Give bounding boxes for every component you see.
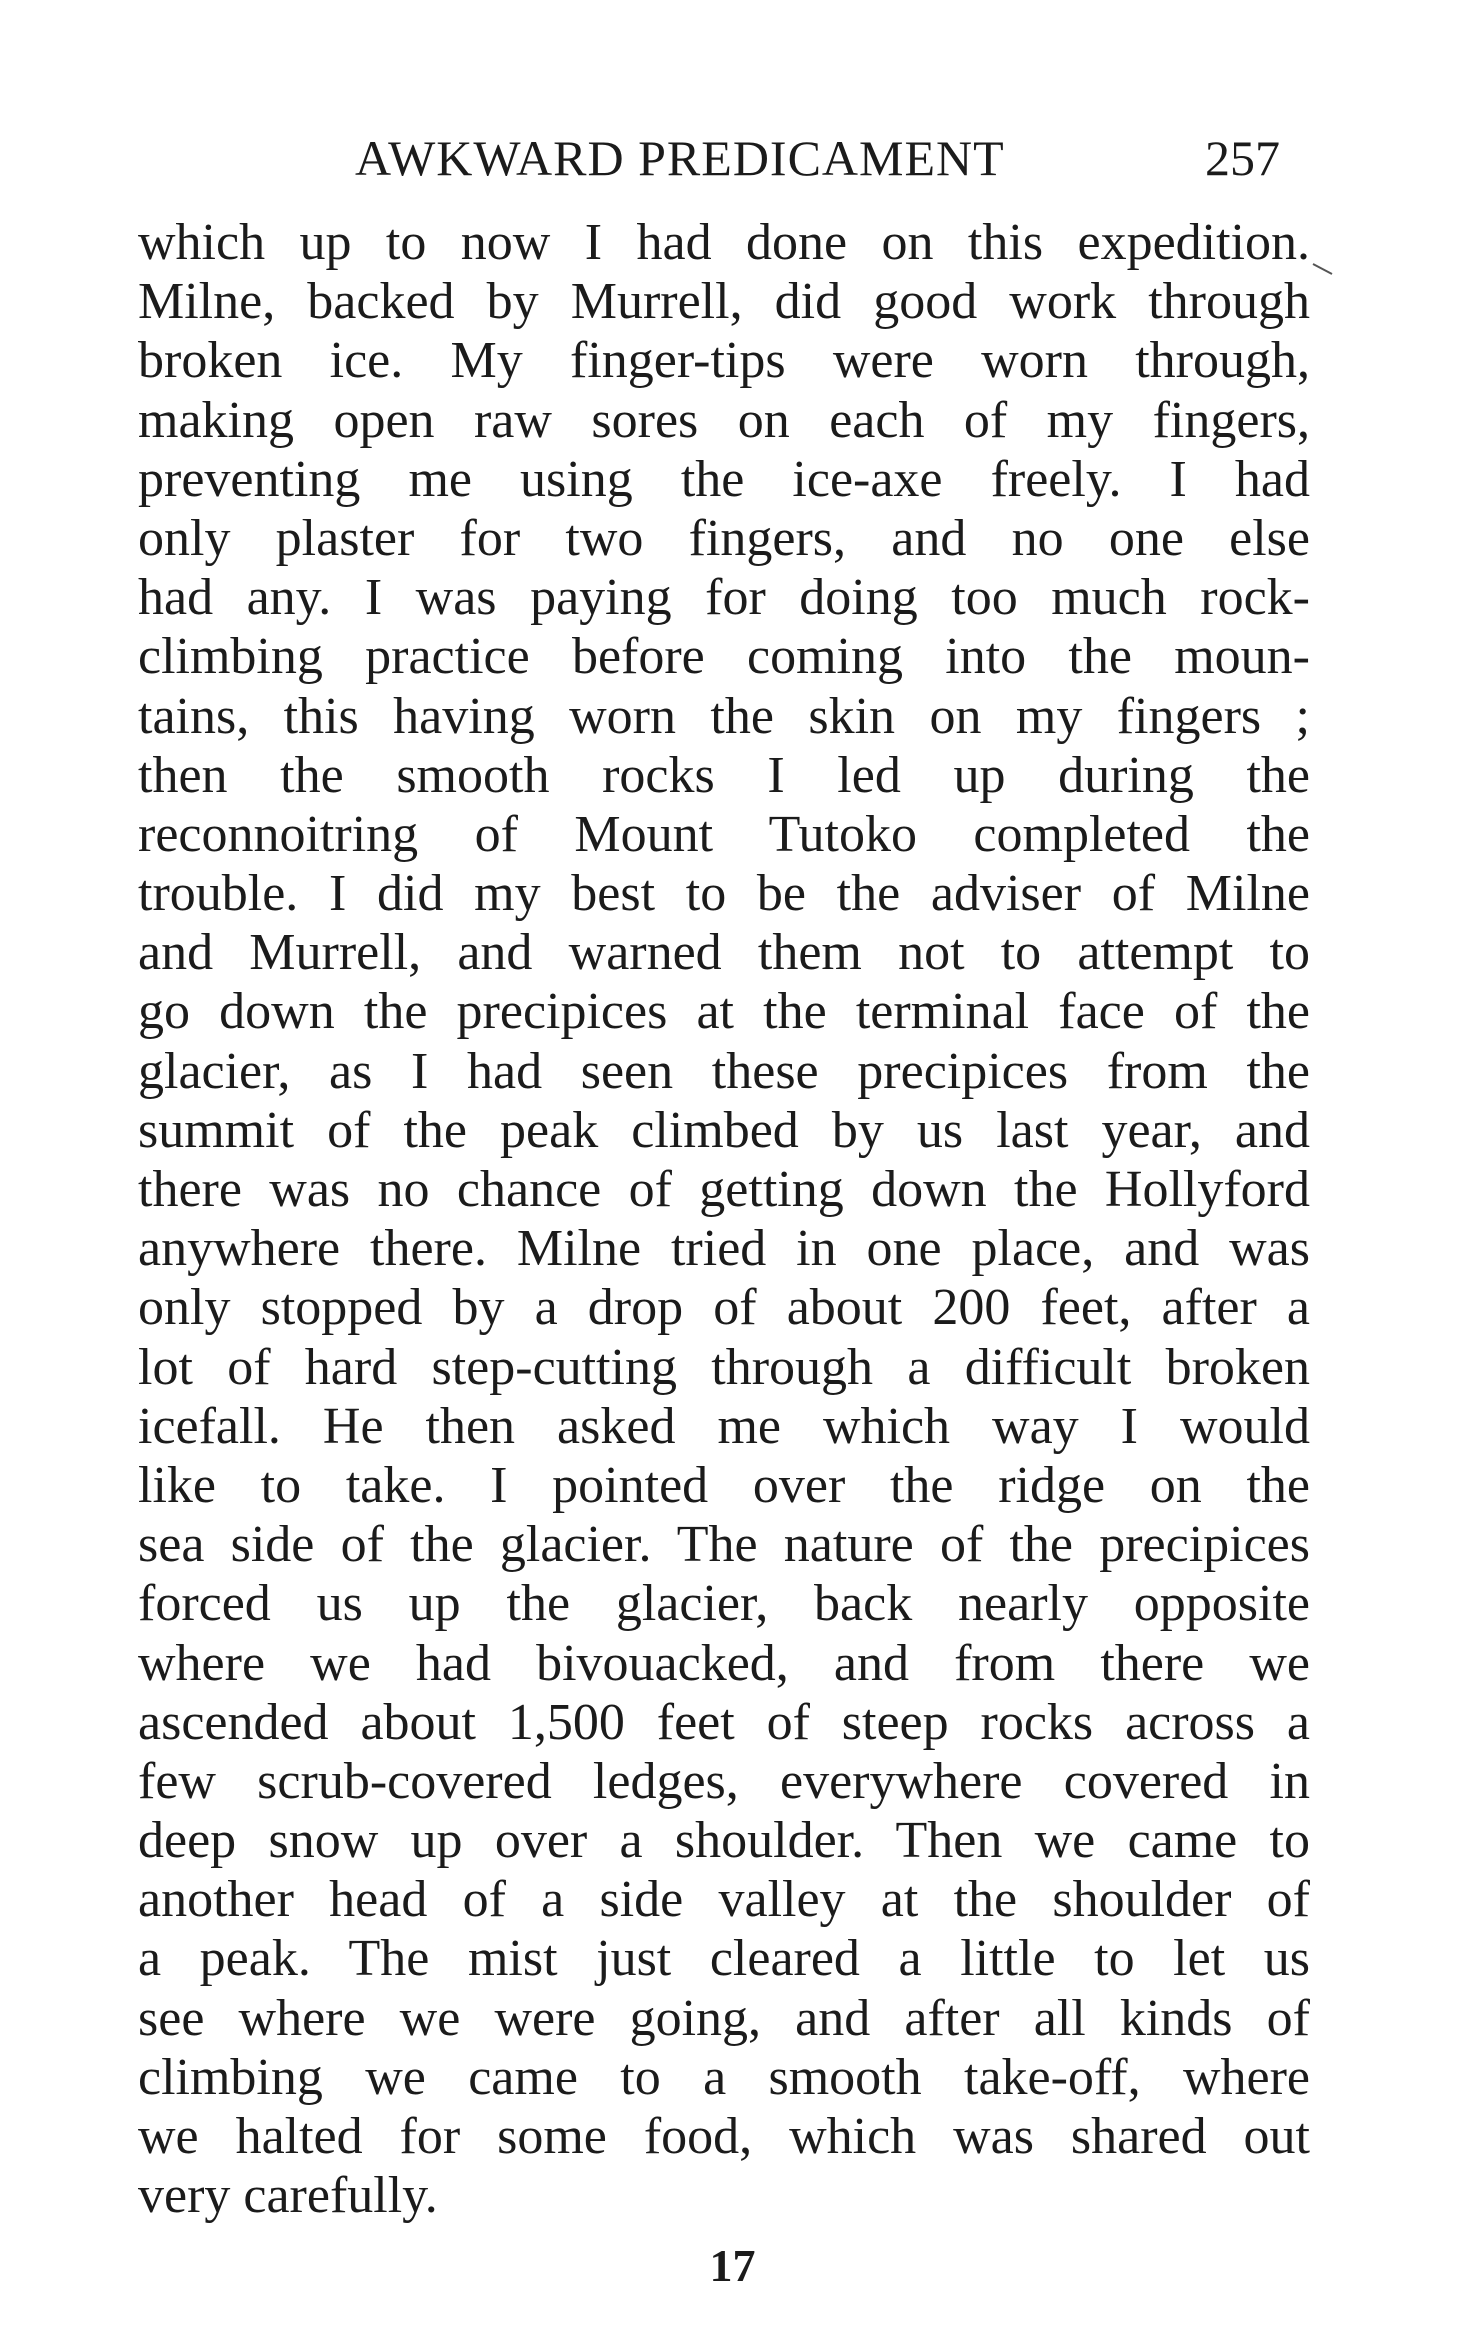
text-line: icefall. He then asked me which way I would — [138, 1397, 1310, 1455]
text-line: glacier, as I had seen these precipices from the — [138, 1042, 1310, 1100]
text-line: go down the precipices at the terminal face of the — [138, 983, 1310, 1041]
text-line: then the smooth rocks I led up during the — [138, 746, 1310, 804]
text-line: trouble. I did my best to be the adviser of Milne — [138, 865, 1310, 923]
text-line: climbing we came to a smooth take-off, where — [138, 2048, 1310, 2106]
text-line: another head of a side valley at the shoulder of — [138, 1871, 1310, 1929]
text-line: Milne, backed by Murrell, did good work through — [138, 273, 1310, 331]
text-line: few scrub-covered ledges, everywhere covered in — [138, 1752, 1310, 1810]
text-line: lot of hard step-cutting through a difficult broken — [138, 1338, 1310, 1396]
text-line: ascended about 1,500 feet of steep rocks across a — [138, 1693, 1310, 1751]
text-line: had any. I was paying for doing too much rock- — [138, 569, 1310, 627]
margin-mark — [1312, 262, 1334, 276]
text-line: sea side of the glacier. The nature of the precipices — [138, 1516, 1310, 1574]
running-head — [0, 128, 1465, 188]
text-line: reconnoitring of Mount Tutoko completed the — [138, 805, 1310, 863]
text-line: anywhere there. Milne tried in one place, and was — [138, 1220, 1310, 1278]
body-text — [138, 213, 1310, 2225]
running-title: AWKWARD PREDICAMENT — [355, 130, 1005, 186]
text-line: summit of the peak climbed by us last year, and — [138, 1101, 1310, 1159]
text-line: only plaster for two fingers, and no one else — [138, 509, 1310, 567]
page-number: 257 — [1205, 130, 1280, 186]
text-line: which up to now I had done on this expedition. — [138, 214, 1310, 271]
text-line: see where we were going, and after all kinds of — [138, 1989, 1310, 2047]
text-line-last: very carefully. — [138, 2167, 438, 2225]
text-line: there was no chance of getting down the Hollyford — [138, 1161, 1310, 1218]
text-line: where we had bivouacked, and from there we — [138, 1634, 1310, 1692]
text-line: climbing practice before coming into the moun- — [138, 628, 1310, 686]
text-line: preventing me using the ice-axe freely. I had — [138, 450, 1310, 508]
text-line: broken ice. My finger-tips were worn through, — [138, 332, 1310, 390]
text-line: and Murrell, and warned them not to attempt to — [138, 924, 1310, 982]
text-line: tains, this having worn the skin on my fingers ; — [138, 687, 1310, 745]
text-line: we halted for some food, which was shared out — [138, 2108, 1310, 2165]
text-line: making open raw sores on each of my fingers, — [138, 391, 1310, 449]
text-line: only stopped by a drop of about 200 feet, after a — [138, 1279, 1310, 1337]
text-line: deep snow up over a shoulder. Then we came to — [138, 1812, 1310, 1870]
text-line: a peak. The mist just cleared a little to let us — [138, 1930, 1310, 1988]
text-line: forced us up the glacier, back nearly opposite — [138, 1575, 1310, 1633]
signature-mark: 17 — [709, 2240, 756, 2291]
text-line: like to take. I pointed over the ridge on the — [138, 1456, 1310, 1514]
